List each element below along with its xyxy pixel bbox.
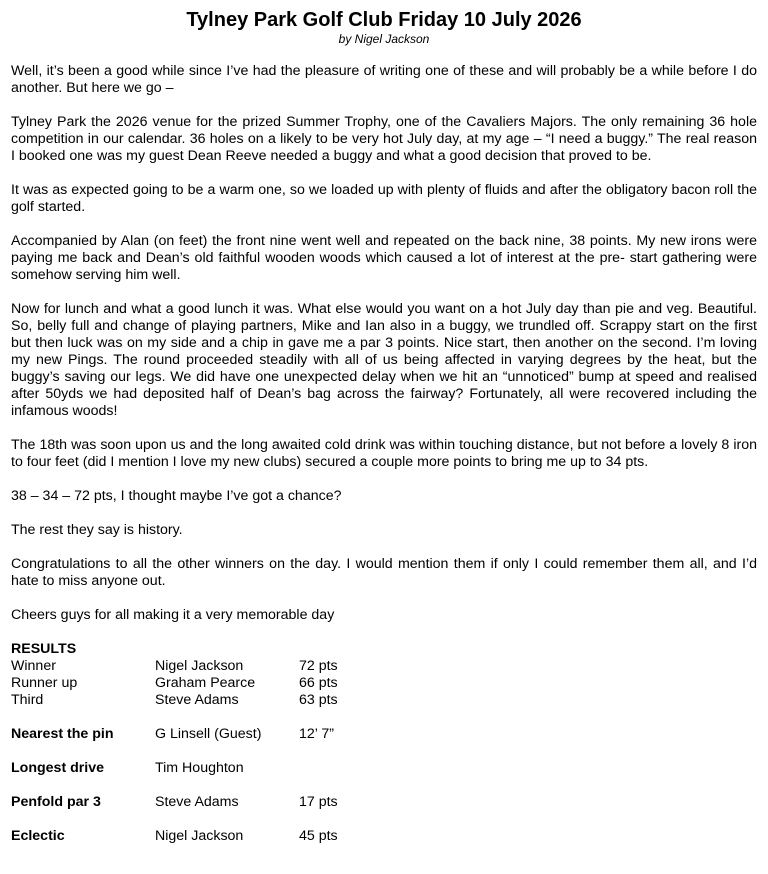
spacer xyxy=(11,709,757,726)
result-place: Winner xyxy=(11,658,56,674)
paragraph: Cheers guys for all making it a very memorable day xyxy=(11,607,335,623)
award-row-nearest-the-pin xyxy=(11,726,757,743)
spacer xyxy=(11,811,757,828)
document-page xyxy=(0,8,768,874)
result-place: Runner up xyxy=(11,675,78,691)
award-name: Nigel Jackson xyxy=(155,828,244,844)
result-name: Graham Pearce xyxy=(155,675,256,691)
award-title: Longest drive xyxy=(11,760,105,776)
award-score: 17 pts xyxy=(299,794,338,810)
result-name: Steve Adams xyxy=(155,692,239,708)
award-title: Nearest the pin xyxy=(11,726,114,742)
award-row-penfold-par-3 xyxy=(11,794,757,811)
award-row-eclectic xyxy=(11,828,757,845)
award-score: 45 pts xyxy=(299,828,338,844)
result-row-third xyxy=(11,692,757,709)
result-score: 66 pts xyxy=(299,675,338,691)
paragraph: The rest they say is history. xyxy=(11,522,183,538)
paragraph: Congratulations to all the other winners on the day. I would mention them if only I could remember them all, and I’d hate to miss anyone out. xyxy=(11,556,757,589)
award-name: Tim Houghton xyxy=(155,760,244,776)
paragraph: Now for lunch and what a good lunch it was. What else would you want on a hot July day than pie and veg. Beautiful. So, belly full and change of playing partners, Mike and Ian also in a buggy, we trundled off. Scrappy start on the first but then luck was on my side and a chip in gave me a par 3 points. Nice start, then another on the second. I’m loving my new Pings. The round proceeded steadily with all of us being affected in varying degrees by the heat, but the buggy’s saving our legs. We did have one unexpected delay when we hit an “unnoticed” bump at speed and realised after 50yds we had deposited half of Dean’s bag across the fairway? Fortunately, all were recovered including the infamous woods! xyxy=(11,301,757,419)
result-row-runner-up xyxy=(11,675,757,692)
result-score: 63 pts xyxy=(299,692,338,708)
paragraph: 38 – 34 – 72 pts, I thought maybe I’ve got a chance? xyxy=(11,488,342,504)
article-body xyxy=(11,63,757,624)
result-row-winner xyxy=(11,658,757,675)
paragraph: Accompanied by Alan (on feet) the front nine went well and repeated on the back nine, 38 points. My new irons were paying me back and Dean’s old faithful wooden woods which caused a lot of interest at the pre- start gathering were somehow serving him well. xyxy=(11,233,757,283)
results-section xyxy=(11,641,757,845)
award-row-longest-drive xyxy=(11,760,757,777)
award-name: G Linsell (Guest) xyxy=(155,726,262,742)
result-score: 72 pts xyxy=(299,658,338,674)
paragraph: Tylney Park the 2026 venue for the prized Summer Trophy, one of the Cavaliers Majors. The only remaining 36 hole competition in our calendar. 36 holes on a likely to be very hot July day, at my age – “I need a buggy.” The real reason I booked one was my guest Dean Reeve needed a buggy and what a good decision that proved to be. xyxy=(11,114,757,164)
result-name: Nigel Jackson xyxy=(155,658,244,674)
paragraph: The 18th was soon upon us and the long awaited cold drink was within touching distance, but not before a lovely 8 iron to four feet (did I mention I love my new clubs) secured a couple more points to bring me up to 34 pts. xyxy=(11,437,757,470)
award-score xyxy=(299,760,399,777)
paragraph: It was as expected going to be a warm one, so we loaded up with plenty of fluids and after the obligatory bacon roll the golf started. xyxy=(11,182,757,215)
award-name: Steve Adams xyxy=(155,794,239,810)
award-title: Penfold par 3 xyxy=(11,794,101,810)
spacer xyxy=(11,777,757,794)
results-heading: RESULTS xyxy=(11,641,77,657)
result-place: Third xyxy=(11,692,44,708)
spacer xyxy=(11,743,757,760)
paragraph: Well, it’s been a good while since I’ve had the pleasure of writing one of these and will probably be a while before I do another. But here we go – xyxy=(11,63,757,96)
award-score: 12’ 7” xyxy=(299,726,334,742)
award-title: Eclectic xyxy=(11,828,65,844)
byline: by Nigel Jackson xyxy=(338,32,430,46)
page-title: Tylney Park Golf Club Friday 10 July 2026 xyxy=(186,9,582,31)
